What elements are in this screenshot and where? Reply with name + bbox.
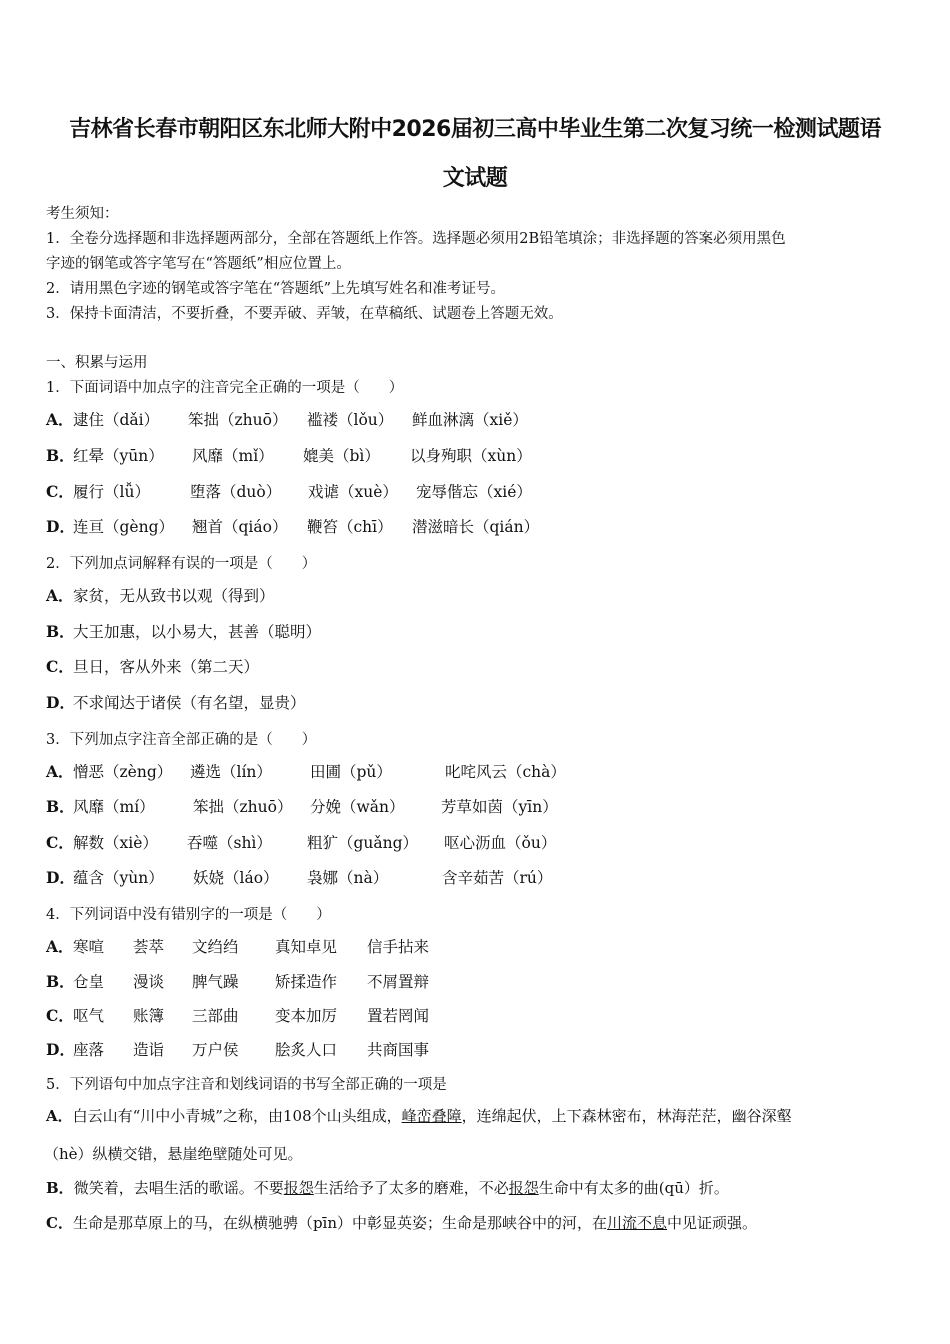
option-item: 袅娜（nà） — [307, 869, 389, 887]
notice-line: 1．全卷分选择题和非选择题两部分，全部在答题纸上作答。选择题必须用2B铅笔填涂；非选择题的答案必须用黑色 — [46, 231, 786, 247]
option-item: 真知卓见 — [275, 938, 338, 956]
option-item: 脍炙人口 — [275, 1041, 338, 1059]
option-item: 矫揉造作 — [275, 973, 338, 991]
underlined-phrase: 报怨 — [508, 1179, 539, 1197]
option-item: 账簿 — [133, 1007, 165, 1025]
option-item: 宠辱偕忘（xié） — [416, 483, 532, 501]
option-item: 脾气躁 — [192, 973, 239, 991]
option-item: 堕落（duò） — [190, 483, 282, 501]
option-item: 仓皇 — [73, 973, 105, 991]
question-stem: 5．下列语句中加点字注音和划线词语的书写全部正确的一项是 — [46, 1077, 447, 1093]
option-item: 叱咤风云（chà） — [445, 763, 566, 781]
option-text-cont: （hè）纵横交错，悬崖绝壁随处可见。 — [44, 1145, 303, 1163]
page-title: 吉林省长春市朝阳区东北师大附中2026届初三高中毕业生第二次复习统一检测试题语 — [69, 117, 881, 142]
option-item: 变本加厉 — [275, 1007, 338, 1025]
option-label: C． — [46, 1006, 74, 1025]
option-item: 不屑置辩 — [367, 973, 430, 991]
option-item: 褴褛（lǒu） — [307, 411, 394, 429]
notice-line: 3．保持卡面清洁，不要折叠，不要弄破、弄皱，在草稿纸、试题卷上答题无效。 — [46, 306, 563, 322]
option-item: 翘首（qiáo） — [192, 518, 288, 536]
option-item: 含辛茹苦（rú） — [442, 869, 553, 887]
option-label: D． — [46, 868, 75, 887]
option-label: B． — [46, 1179, 74, 1197]
option-item: 风靡（mǐ） — [192, 447, 274, 465]
notice-line: 2．请用黑色字迹的钢笔或答字笔在“答题纸”上先填写姓名和准考证号。 — [46, 281, 506, 297]
option-item: 置若罔闻 — [367, 1007, 430, 1025]
option-item: 鲜血淋漓（xiě） — [412, 411, 528, 429]
option-text: 家贫，无从致书以观（得到） — [73, 587, 275, 605]
option-label: A． — [46, 586, 74, 605]
option-label: C． — [46, 482, 74, 501]
underlined-phrase: 川流不息 — [607, 1214, 668, 1232]
option-item: 芳草如茵（yīn） — [441, 798, 558, 816]
q5-option-b — [46, 1177, 729, 1198]
question-stem: 1．下面词语中加点字的注音完全正确的一项是（ ） — [46, 380, 404, 396]
q5-option-c — [46, 1212, 757, 1233]
option-item: 荟萃 — [133, 938, 165, 956]
section-heading: 一、积累与运用 — [46, 355, 148, 371]
option-item: 笨拙（zhuō） — [193, 798, 293, 816]
option-item: 文绉绉 — [192, 938, 239, 956]
question-stem: 3．下列加点字注音全部正确的是（ ） — [46, 732, 317, 748]
option-text: 大王加惠，以小易大，甚善（聪明） — [73, 623, 322, 641]
notice-line: 字迹的钢笔或答字笔写在“答题纸”相应位置上。 — [46, 256, 351, 272]
option-item: 履行（lǚ） — [73, 483, 150, 501]
option-label: B． — [46, 797, 75, 816]
option-label: D． — [46, 1040, 75, 1059]
option-item: 风靡（mí） — [73, 798, 155, 816]
question-stem: 4．下列词语中没有错别字的一项是（ ） — [46, 907, 331, 923]
option-item: 戏谑（xuè） — [308, 483, 398, 501]
notice-heading: 考生须知： — [46, 206, 119, 222]
option-item: 田圃（pǔ） — [310, 763, 392, 781]
option-item: 漫谈 — [133, 973, 165, 991]
option-text: 生命是那草原上的马，在纵横驰骋（pīn）中彰显英姿；生命是那峡谷中的河，在 — [72, 1214, 608, 1232]
option-item: 粗犷（guǎng） — [307, 834, 419, 852]
option-item: 鞭笞（chī） — [307, 518, 393, 536]
option-item: 憎恶（zèng） — [73, 763, 173, 781]
option-label: A． — [46, 1107, 73, 1125]
option-label: B． — [46, 972, 75, 991]
option-label: C． — [46, 1214, 73, 1232]
option-text: 生活给予了太多的磨难，不必 — [313, 1179, 509, 1197]
option-item: 造诣 — [133, 1041, 165, 1059]
option-item: 三部曲 — [192, 1007, 239, 1025]
option-item: 呕气 — [73, 1007, 105, 1025]
option-text: ，连绵起伏，上下森林密布，林海茫茫，幽谷深壑 — [461, 1107, 792, 1125]
option-item: 媲美（bì） — [303, 447, 380, 465]
underlined-phrase: 峰峦叠障 — [401, 1107, 462, 1125]
option-item: 信手拈来 — [367, 938, 430, 956]
option-label: B． — [46, 622, 75, 641]
option-item: 万户侯 — [192, 1041, 239, 1059]
option-text: 中见证顽强。 — [667, 1214, 758, 1232]
option-text: 白云山有“川中小青城”之称，由108个山头组成， — [72, 1107, 402, 1125]
option-item: 潜滋暗长（qián） — [412, 518, 540, 536]
option-label: C． — [46, 657, 74, 676]
option-item: 分娩（wǎn） — [310, 798, 405, 816]
option-item: 共商国事 — [367, 1041, 430, 1059]
option-label: B． — [46, 446, 75, 465]
option-item: 笨拙（zhuō） — [188, 411, 288, 429]
option-item: 蕴含（yùn） — [73, 869, 164, 887]
option-item: 寒喧 — [73, 938, 105, 956]
option-label: A． — [46, 410, 74, 429]
option-item: 红晕（yūn） — [73, 447, 164, 465]
option-text: 微笑着，去唱生活的歌谣。不要 — [73, 1179, 284, 1197]
option-item: 妖娆（láo） — [193, 869, 279, 887]
option-label: A． — [46, 937, 74, 956]
option-text: 不求闻达于诸侯（有名望，显贵） — [73, 694, 306, 712]
option-item: 以身殉职（xùn） — [410, 447, 532, 465]
option-item: 呕心沥血（ǒu） — [444, 834, 557, 852]
page-title-cont: 文试题 — [442, 166, 508, 191]
option-label: C． — [46, 833, 74, 852]
option-item: 遴选（lín） — [190, 763, 272, 781]
option-text: 生命中有太多的曲(qū）折。 — [538, 1179, 729, 1197]
option-item: 连亘（gèng） — [73, 518, 175, 536]
option-label: D． — [46, 693, 75, 712]
question-stem: 2．下列加点词解释有误的一项是（ ） — [46, 556, 317, 572]
q5-option-a — [46, 1105, 792, 1126]
option-label: A． — [46, 762, 74, 781]
option-text: 旦日，客从外来（第二天） — [73, 658, 260, 676]
option-item: 吞噬（shì） — [187, 834, 272, 852]
option-label: D． — [46, 517, 75, 536]
underlined-phrase: 报怨 — [283, 1179, 314, 1197]
option-item: 座落 — [73, 1041, 105, 1059]
option-item: 逮住（dǎi） — [73, 411, 160, 429]
option-item: 解数（xiè） — [73, 834, 158, 852]
